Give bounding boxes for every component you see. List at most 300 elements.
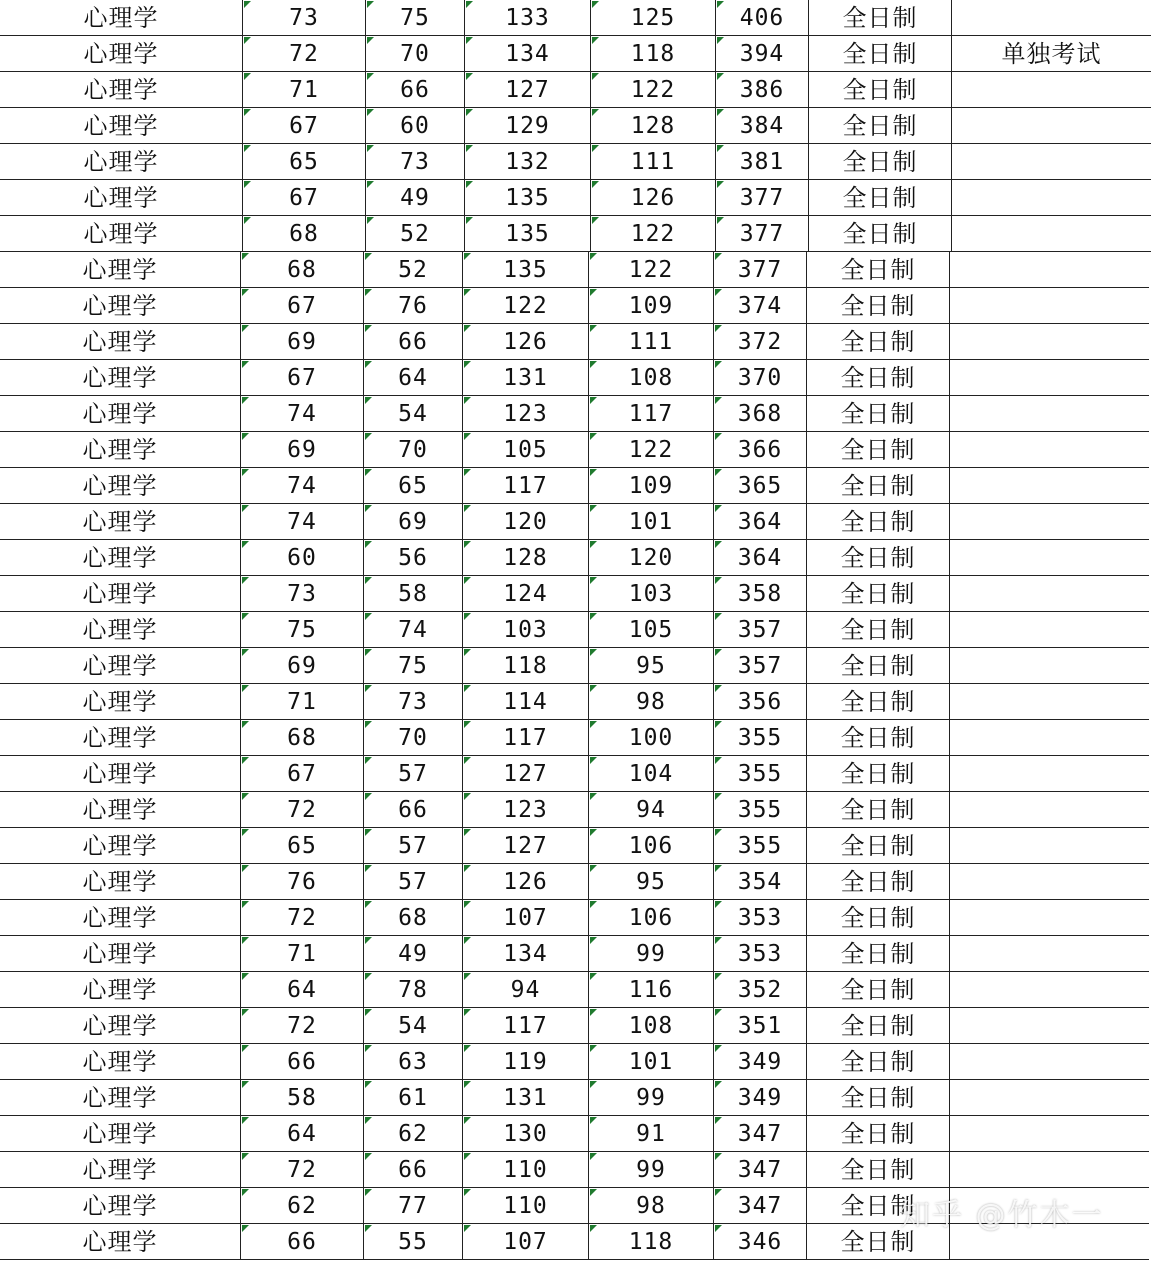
score-subject1-cell[interactable]: 110: [462, 1152, 588, 1188]
score-subject1-cell[interactable]: 117: [462, 720, 588, 756]
score-subject1-cell[interactable]: 135: [464, 180, 590, 216]
major-cell[interactable]: 心理学: [0, 72, 242, 108]
study-mode-cell[interactable]: 全日制: [806, 684, 949, 720]
score-subject2-cell[interactable]: 98: [588, 1188, 713, 1224]
score-subject1-cell[interactable]: 126: [462, 324, 588, 360]
score-english-cell[interactable]: 60: [365, 108, 464, 144]
score-subject1-cell[interactable]: 105: [462, 432, 588, 468]
total-score-cell[interactable]: 356: [713, 684, 806, 720]
table-row: [0, 828, 1154, 864]
score-english-cell[interactable]: 57: [363, 864, 462, 900]
table-row: [0, 1224, 1154, 1260]
study-mode-cell[interactable]: 全日制: [806, 1152, 949, 1188]
table-row: [0, 1116, 1154, 1152]
score-subject2-cell[interactable]: 111: [590, 144, 715, 180]
major-cell[interactable]: 心理学: [0, 648, 240, 684]
score-subject2-cell[interactable]: 118: [590, 36, 715, 72]
score-english-cell[interactable]: 64: [363, 360, 462, 396]
score-subject2-cell[interactable]: 99: [588, 1080, 713, 1116]
score-subject2-cell[interactable]: 117: [588, 396, 713, 432]
note-cell[interactable]: [949, 972, 1149, 1008]
note-cell[interactable]: [949, 1152, 1149, 1188]
major-cell[interactable]: 心理学: [0, 720, 240, 756]
score-subject2-cell[interactable]: 126: [590, 180, 715, 216]
total-score-cell[interactable]: 355: [713, 720, 806, 756]
score-politics-cell[interactable]: 72: [240, 1008, 363, 1044]
note-cell[interactable]: [951, 144, 1151, 180]
total-score-cell[interactable]: 364: [713, 504, 806, 540]
table-row: [0, 864, 1154, 900]
score-politics-cell[interactable]: 66: [240, 1224, 363, 1260]
score-politics-cell[interactable]: 64: [240, 1116, 363, 1152]
note-cell[interactable]: [949, 1080, 1149, 1116]
score-subject2-cell[interactable]: 100: [588, 720, 713, 756]
study-mode-cell[interactable]: 全日制: [808, 180, 951, 216]
score-english-cell[interactable]: 52: [363, 252, 462, 288]
score-subject2-cell[interactable]: 118: [588, 1224, 713, 1260]
study-mode-cell[interactable]: 全日制: [808, 72, 951, 108]
total-score-cell[interactable]: 366: [713, 432, 806, 468]
score-english-cell[interactable]: 61: [363, 1080, 462, 1116]
note-cell[interactable]: [951, 72, 1151, 108]
major-cell[interactable]: 心理学: [0, 1044, 240, 1080]
score-subject1-cell[interactable]: 132: [464, 144, 590, 180]
major-cell[interactable]: 心理学: [0, 972, 240, 1008]
note-cell[interactable]: [951, 0, 1151, 36]
score-subject2-cell[interactable]: 106: [588, 828, 713, 864]
score-english-cell[interactable]: 70: [363, 432, 462, 468]
score-english-cell[interactable]: 62: [363, 1116, 462, 1152]
score-subject1-cell[interactable]: 127: [462, 756, 588, 792]
score-subject1-cell[interactable]: 119: [462, 1044, 588, 1080]
major-cell[interactable]: 心理学: [0, 864, 240, 900]
score-politics-cell[interactable]: 60: [240, 540, 363, 576]
score-english-cell[interactable]: 66: [365, 72, 464, 108]
score-subject2-cell[interactable]: 105: [588, 612, 713, 648]
note-cell[interactable]: [949, 720, 1149, 756]
note-cell[interactable]: [949, 1044, 1149, 1080]
score-politics-cell[interactable]: 69: [240, 648, 363, 684]
score-subject1-cell[interactable]: 134: [462, 936, 588, 972]
total-score-cell[interactable]: 406: [715, 0, 808, 36]
note-cell[interactable]: [949, 1224, 1149, 1260]
note-cell[interactable]: [949, 324, 1149, 360]
score-subject2-cell[interactable]: 128: [590, 108, 715, 144]
major-cell[interactable]: 心理学: [0, 396, 240, 432]
total-score-cell[interactable]: 377: [713, 252, 806, 288]
score-english-cell[interactable]: 54: [363, 396, 462, 432]
score-politics-cell[interactable]: 72: [240, 1152, 363, 1188]
major-cell[interactable]: 心理学: [0, 504, 240, 540]
note-cell[interactable]: [949, 1188, 1149, 1224]
table-row: [0, 504, 1154, 540]
note-cell[interactable]: [949, 936, 1149, 972]
score-english-cell[interactable]: 52: [365, 216, 464, 252]
score-subject2-cell[interactable]: 91: [588, 1116, 713, 1152]
table-row: [0, 0, 1154, 36]
score-english-cell[interactable]: 75: [365, 0, 464, 36]
score-subject1-cell[interactable]: 94: [462, 972, 588, 1008]
score-politics-cell[interactable]: 73: [242, 0, 365, 36]
total-score-cell[interactable]: 355: [713, 792, 806, 828]
table-row: [0, 468, 1154, 504]
study-mode-cell[interactable]: 全日制: [808, 144, 951, 180]
score-english-cell[interactable]: 54: [363, 1008, 462, 1044]
note-cell[interactable]: [949, 1116, 1149, 1152]
table-row: [0, 756, 1154, 792]
total-score-cell[interactable]: 365: [713, 468, 806, 504]
major-cell[interactable]: 心理学: [0, 936, 240, 972]
score-politics-cell[interactable]: 67: [240, 360, 363, 396]
score-subject2-cell[interactable]: 111: [588, 324, 713, 360]
study-mode-cell[interactable]: 全日制: [806, 468, 949, 504]
major-cell[interactable]: 心理学: [0, 468, 240, 504]
score-english-cell[interactable]: 65: [363, 468, 462, 504]
note-cell[interactable]: [949, 792, 1149, 828]
study-mode-cell[interactable]: 全日制: [806, 720, 949, 756]
score-english-cell[interactable]: 74: [363, 612, 462, 648]
table-row: [0, 144, 1154, 180]
score-politics-cell[interactable]: 74: [240, 396, 363, 432]
study-mode-cell[interactable]: 全日制: [808, 216, 951, 252]
study-mode-cell[interactable]: 全日制: [806, 612, 949, 648]
total-score-cell[interactable]: 354: [713, 864, 806, 900]
score-politics-cell[interactable]: 69: [240, 324, 363, 360]
study-mode-cell[interactable]: 全日制: [806, 1080, 949, 1116]
score-subject2-cell[interactable]: 98: [588, 684, 713, 720]
table-row: [0, 936, 1154, 972]
total-score-cell[interactable]: 346: [713, 1224, 806, 1260]
study-mode-cell[interactable]: 全日制: [806, 900, 949, 936]
major-cell[interactable]: 心理学: [0, 540, 240, 576]
score-subject1-cell[interactable]: 128: [462, 540, 588, 576]
score-english-cell[interactable]: 69: [363, 504, 462, 540]
major-cell[interactable]: 心理学: [0, 252, 240, 288]
study-mode-cell[interactable]: 全日制: [806, 432, 949, 468]
score-subject2-cell[interactable]: 95: [588, 864, 713, 900]
study-mode-cell[interactable]: 全日制: [806, 540, 949, 576]
major-cell[interactable]: 心理学: [0, 288, 240, 324]
study-mode-cell[interactable]: 全日制: [806, 288, 949, 324]
total-score-cell[interactable]: 374: [713, 288, 806, 324]
score-english-cell[interactable]: 57: [363, 828, 462, 864]
score-politics-cell[interactable]: 76: [240, 864, 363, 900]
study-mode-cell[interactable]: 全日制: [806, 792, 949, 828]
table-row: [0, 648, 1154, 684]
score-english-cell[interactable]: 49: [363, 936, 462, 972]
major-cell[interactable]: 心理学: [0, 1116, 240, 1152]
score-subject2-cell[interactable]: 99: [588, 936, 713, 972]
score-politics-cell[interactable]: 73: [240, 576, 363, 612]
total-score-cell[interactable]: 368: [713, 396, 806, 432]
total-score-cell[interactable]: 349: [713, 1080, 806, 1116]
score-english-cell[interactable]: 49: [365, 180, 464, 216]
score-subject2-cell[interactable]: 109: [588, 288, 713, 324]
score-subject1-cell[interactable]: 133: [464, 0, 590, 36]
score-subject1-cell[interactable]: 107: [462, 1224, 588, 1260]
score-politics-cell[interactable]: 68: [242, 216, 365, 252]
major-cell[interactable]: 心理学: [0, 360, 240, 396]
score-english-cell[interactable]: 58: [363, 576, 462, 612]
total-score-cell[interactable]: 351: [713, 1008, 806, 1044]
score-subject2-cell[interactable]: 104: [588, 756, 713, 792]
score-subject1-cell[interactable]: 124: [462, 576, 588, 612]
score-politics-cell[interactable]: 72: [240, 900, 363, 936]
study-mode-cell[interactable]: 全日制: [808, 108, 951, 144]
score-subject1-cell[interactable]: 123: [462, 792, 588, 828]
total-score-cell[interactable]: 349: [713, 1044, 806, 1080]
table-row: [0, 360, 1154, 396]
note-cell[interactable]: [949, 288, 1149, 324]
table-row: [0, 1188, 1154, 1224]
score-english-cell[interactable]: 55: [363, 1224, 462, 1260]
score-politics-cell[interactable]: 64: [240, 972, 363, 1008]
score-politics-cell[interactable]: 68: [240, 252, 363, 288]
major-cell[interactable]: 心理学: [0, 1152, 240, 1188]
score-english-cell[interactable]: 66: [363, 324, 462, 360]
major-cell[interactable]: 心理学: [0, 0, 242, 36]
score-subject2-cell[interactable]: 108: [588, 360, 713, 396]
major-cell[interactable]: 心理学: [0, 324, 240, 360]
score-english-cell[interactable]: 77: [363, 1188, 462, 1224]
major-cell[interactable]: 心理学: [0, 792, 240, 828]
note-cell[interactable]: [949, 468, 1149, 504]
total-score-cell[interactable]: 357: [713, 648, 806, 684]
total-score-cell[interactable]: 381: [715, 144, 808, 180]
score-subject2-cell[interactable]: 122: [590, 72, 715, 108]
total-score-cell[interactable]: 384: [715, 108, 808, 144]
major-cell[interactable]: 心理学: [0, 108, 242, 144]
table-row: [0, 900, 1154, 936]
score-subject1-cell[interactable]: 117: [462, 468, 588, 504]
note-cell[interactable]: [949, 504, 1149, 540]
note-cell[interactable]: [949, 900, 1149, 936]
study-mode-cell[interactable]: 全日制: [806, 1008, 949, 1044]
study-mode-cell[interactable]: 全日制: [806, 756, 949, 792]
note-cell[interactable]: [949, 1008, 1149, 1044]
total-score-cell[interactable]: 347: [713, 1188, 806, 1224]
score-english-cell[interactable]: 70: [363, 720, 462, 756]
note-cell[interactable]: [949, 252, 1149, 288]
total-score-cell[interactable]: 347: [713, 1152, 806, 1188]
score-english-cell[interactable]: 56: [363, 540, 462, 576]
total-score-cell[interactable]: 355: [713, 756, 806, 792]
major-cell[interactable]: 心理学: [0, 1188, 240, 1224]
note-cell[interactable]: [949, 684, 1149, 720]
table-row: [0, 180, 1154, 216]
total-score-cell[interactable]: 352: [713, 972, 806, 1008]
score-subject1-cell[interactable]: 131: [462, 1080, 588, 1116]
major-cell[interactable]: 心理学: [0, 216, 242, 252]
study-mode-cell[interactable]: 全日制: [806, 1224, 949, 1260]
note-cell[interactable]: [949, 540, 1149, 576]
score-subject1-cell[interactable]: 126: [462, 864, 588, 900]
score-subject2-cell[interactable]: 109: [588, 468, 713, 504]
study-mode-cell[interactable]: 全日制: [806, 324, 949, 360]
score-subject1-cell[interactable]: 129: [464, 108, 590, 144]
table-row: [0, 72, 1154, 108]
study-mode-cell[interactable]: 全日制: [806, 504, 949, 540]
study-mode-cell[interactable]: 全日制: [806, 1116, 949, 1152]
total-score-cell[interactable]: 347: [713, 1116, 806, 1152]
score-subject1-cell[interactable]: 127: [462, 828, 588, 864]
note-cell[interactable]: [949, 396, 1149, 432]
score-politics-cell[interactable]: 72: [242, 36, 365, 72]
table-row: [0, 252, 1154, 288]
score-subject1-cell[interactable]: 118: [462, 648, 588, 684]
score-english-cell[interactable]: 78: [363, 972, 462, 1008]
table-row: [0, 108, 1154, 144]
study-mode-cell[interactable]: 全日制: [808, 0, 951, 36]
note-cell[interactable]: [951, 216, 1151, 252]
score-english-cell[interactable]: 66: [363, 1152, 462, 1188]
score-subject2-cell[interactable]: 103: [588, 576, 713, 612]
major-cell[interactable]: 心理学: [0, 612, 240, 648]
note-cell[interactable]: [951, 108, 1151, 144]
study-mode-cell[interactable]: 全日制: [806, 252, 949, 288]
score-subject1-cell[interactable]: 122: [462, 288, 588, 324]
major-cell[interactable]: 心理学: [0, 180, 242, 216]
major-cell[interactable]: 心理学: [0, 432, 240, 468]
score-politics-cell[interactable]: 67: [240, 288, 363, 324]
note-cell[interactable]: [949, 432, 1149, 468]
total-score-cell[interactable]: 386: [715, 72, 808, 108]
score-english-cell[interactable]: 57: [363, 756, 462, 792]
score-politics-cell[interactable]: 68: [240, 720, 363, 756]
score-politics-cell[interactable]: 67: [242, 108, 365, 144]
score-subject2-cell[interactable]: 95: [588, 648, 713, 684]
total-score-cell[interactable]: 372: [713, 324, 806, 360]
score-subject1-cell[interactable]: 103: [462, 612, 588, 648]
study-mode-cell[interactable]: 全日制: [806, 936, 949, 972]
score-politics-cell[interactable]: 72: [240, 792, 363, 828]
score-politics-cell[interactable]: 75: [240, 612, 363, 648]
note-cell[interactable]: [949, 612, 1149, 648]
major-cell[interactable]: 心理学: [0, 756, 240, 792]
study-mode-cell[interactable]: 全日制: [806, 396, 949, 432]
score-subject1-cell[interactable]: 120: [462, 504, 588, 540]
total-score-cell[interactable]: 353: [713, 900, 806, 936]
score-subject2-cell[interactable]: 101: [588, 1044, 713, 1080]
note-cell[interactable]: 单独考试: [951, 36, 1151, 72]
note-cell[interactable]: [949, 576, 1149, 612]
score-subject2-cell[interactable]: 122: [588, 252, 713, 288]
major-cell[interactable]: 心理学: [0, 576, 240, 612]
total-score-cell[interactable]: 394: [715, 36, 808, 72]
score-english-cell[interactable]: 73: [365, 144, 464, 180]
score-politics-cell[interactable]: 65: [240, 828, 363, 864]
score-politics-cell[interactable]: 58: [240, 1080, 363, 1116]
total-score-cell[interactable]: 358: [713, 576, 806, 612]
score-subject1-cell[interactable]: 110: [462, 1188, 588, 1224]
score-politics-cell[interactable]: 66: [240, 1044, 363, 1080]
score-politics-cell[interactable]: 65: [242, 144, 365, 180]
score-politics-cell[interactable]: 67: [240, 756, 363, 792]
score-english-cell[interactable]: 63: [363, 1044, 462, 1080]
score-politics-cell[interactable]: 71: [242, 72, 365, 108]
total-score-cell[interactable]: 364: [713, 540, 806, 576]
score-subject2-cell[interactable]: 99: [588, 1152, 713, 1188]
score-subject2-cell[interactable]: 106: [588, 900, 713, 936]
note-cell[interactable]: [949, 648, 1149, 684]
score-subject1-cell[interactable]: 107: [462, 900, 588, 936]
note-cell[interactable]: [949, 864, 1149, 900]
score-subject2-cell[interactable]: 108: [588, 1008, 713, 1044]
total-score-cell[interactable]: 355: [713, 828, 806, 864]
score-subject1-cell[interactable]: 114: [462, 684, 588, 720]
score-subject1-cell[interactable]: 135: [464, 216, 590, 252]
study-mode-cell[interactable]: 全日制: [806, 360, 949, 396]
score-english-cell[interactable]: 70: [365, 36, 464, 72]
total-score-cell[interactable]: 370: [713, 360, 806, 396]
score-subject2-cell[interactable]: 122: [590, 216, 715, 252]
major-cell[interactable]: 心理学: [0, 900, 240, 936]
score-subject1-cell[interactable]: 130: [462, 1116, 588, 1152]
study-mode-cell[interactable]: 全日制: [806, 648, 949, 684]
major-cell[interactable]: 心理学: [0, 828, 240, 864]
score-politics-cell[interactable]: 71: [240, 936, 363, 972]
score-politics-cell[interactable]: 67: [242, 180, 365, 216]
score-subject2-cell[interactable]: 120: [588, 540, 713, 576]
score-subject1-cell[interactable]: 135: [462, 252, 588, 288]
note-cell[interactable]: [949, 756, 1149, 792]
total-score-cell[interactable]: 357: [713, 612, 806, 648]
score-politics-cell[interactable]: 62: [240, 1188, 363, 1224]
score-subject1-cell[interactable]: 117: [462, 1008, 588, 1044]
table-row: [0, 396, 1154, 432]
score-subject1-cell[interactable]: 131: [462, 360, 588, 396]
score-politics-cell[interactable]: 69: [240, 432, 363, 468]
score-english-cell[interactable]: 76: [363, 288, 462, 324]
score-english-cell[interactable]: 73: [363, 684, 462, 720]
score-subject1-cell[interactable]: 134: [464, 36, 590, 72]
table-row: [0, 972, 1154, 1008]
study-mode-cell[interactable]: 全日制: [808, 36, 951, 72]
study-mode-cell[interactable]: 全日制: [806, 576, 949, 612]
score-english-cell[interactable]: 66: [363, 792, 462, 828]
note-cell[interactable]: [949, 360, 1149, 396]
study-mode-cell[interactable]: 全日制: [806, 1044, 949, 1080]
major-cell[interactable]: 心理学: [0, 684, 240, 720]
score-subject2-cell[interactable]: 94: [588, 792, 713, 828]
major-cell[interactable]: 心理学: [0, 1080, 240, 1116]
major-cell[interactable]: 心理学: [0, 36, 242, 72]
score-subject2-cell[interactable]: 125: [590, 0, 715, 36]
total-score-cell[interactable]: 353: [713, 936, 806, 972]
note-cell[interactable]: [951, 180, 1151, 216]
study-mode-cell[interactable]: 全日制: [806, 864, 949, 900]
score-politics-cell[interactable]: 71: [240, 684, 363, 720]
total-score-cell[interactable]: 377: [715, 216, 808, 252]
major-cell[interactable]: 心理学: [0, 144, 242, 180]
score-subject1-cell[interactable]: 127: [464, 72, 590, 108]
study-mode-cell[interactable]: 全日制: [806, 1188, 949, 1224]
note-cell[interactable]: [949, 828, 1149, 864]
total-score-cell[interactable]: 377: [715, 180, 808, 216]
score-subject2-cell[interactable]: 101: [588, 504, 713, 540]
score-politics-cell[interactable]: 74: [240, 504, 363, 540]
score-english-cell[interactable]: 68: [363, 900, 462, 936]
study-mode-cell[interactable]: 全日制: [806, 828, 949, 864]
study-mode-cell[interactable]: 全日制: [806, 972, 949, 1008]
major-cell[interactable]: 心理学: [0, 1224, 240, 1260]
score-subject2-cell[interactable]: 122: [588, 432, 713, 468]
score-english-cell[interactable]: 75: [363, 648, 462, 684]
major-cell[interactable]: 心理学: [0, 1008, 240, 1044]
score-subject1-cell[interactable]: 123: [462, 396, 588, 432]
score-subject2-cell[interactable]: 116: [588, 972, 713, 1008]
score-politics-cell[interactable]: 74: [240, 468, 363, 504]
